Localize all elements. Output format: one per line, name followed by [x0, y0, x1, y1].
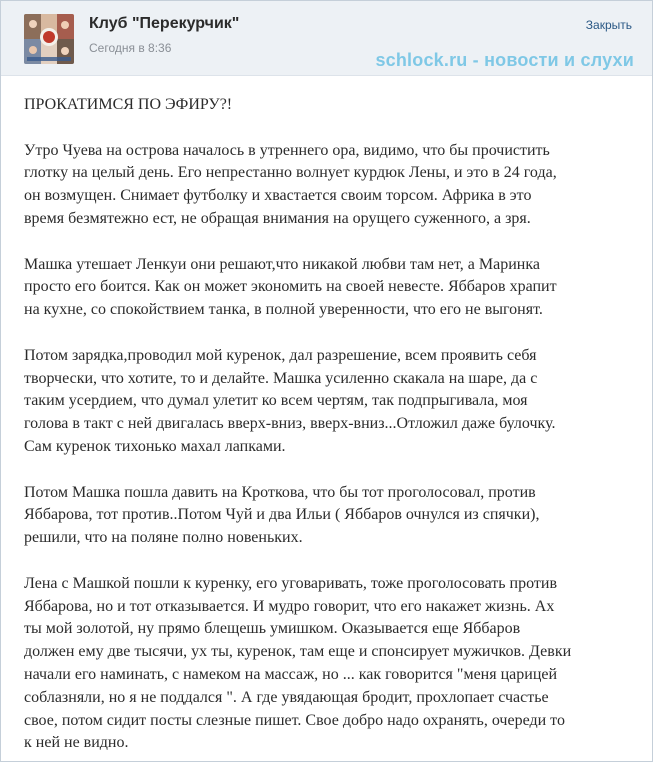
post-paragraph-2 — [24, 254, 632, 322]
post-paragraph-3 — [24, 345, 632, 459]
post-line: время безмятежно ест, не обращая внимания на орущего суженного, а зря. — [24, 209, 531, 227]
post-line: глотку на целый день. Его непрестанно волнует курдюк Лены, и это в 24 года, — [24, 164, 557, 182]
post-content — [24, 94, 632, 762]
post-line: свое, потом сидит посты слезные пишет. Свое добро надо охранять, очереди то — [24, 711, 565, 729]
post-line: на кухне, со спокойствием танка, в полной уверенности, что его не выгонят. — [24, 301, 543, 319]
post-line: Потом Машка пошла давить на Кроткова, что бы тот проголосовал, против — [24, 483, 536, 501]
post-line: Яббарова, но и тот отказывается. И мудро говорит, что его накажет жизнь. Ах — [24, 597, 555, 615]
club-name-link[interactable]: Клуб "Перекурчик" — [89, 15, 240, 32]
post-line: решили, что на поляне полно новеньких. — [24, 529, 303, 547]
post-paragraph-4 — [24, 482, 632, 550]
post-timestamp: Сегодня в 8:36 — [89, 41, 172, 55]
post-line: голова в такт с ней двигалась вверх-вниз, вверх-вниз...Отложил даже булочку. — [24, 415, 556, 433]
post-line: он возмущен. Снимает футболку и хвастается своим торсом. Африка в это — [24, 187, 532, 205]
post-paragraph-1 — [24, 140, 632, 231]
club-avatar[interactable] — [24, 14, 74, 64]
post-line: просто его боится. Как он может экономить на своей невесте. Яббаров храпит — [24, 278, 557, 296]
post-line: творчески, что хотите, то и делайте. Машка усиленно скакала на шаре, да с — [24, 369, 538, 387]
post-line: Сам куренок тихонько махал лапками. — [24, 437, 286, 455]
post-line: начали его наминать, с намеком на массаж, но ... как говорится "меня царицей — [24, 665, 558, 683]
post-line: ты мой золотой, ну прямо блещешь умишком. Оказывается еще Яббаров — [24, 620, 521, 638]
post-line: соблазняли, но я не поддался ". А где увядающая бродит, прохлопает счастье — [24, 688, 549, 706]
post-line: таким усердием, что думал улетит ко всем чертям, так подпрыгивала, моя — [24, 392, 528, 410]
post-title: ПРОКАТИМСЯ ПО ЭФИРУ?! — [24, 96, 233, 113]
post-line: Утро Чуева на острова началось в утреннего ора, видимо, что бы прочистить — [24, 141, 550, 159]
post-header — [1, 1, 652, 76]
post-line: к ней не видно. — [24, 734, 129, 752]
avatar-collage-image — [24, 14, 74, 64]
close-link[interactable]: Закрыть — [585, 18, 632, 32]
post-line: Лена с Машкой пошли к куренку, его уговаривать, тоже проголосовать против — [24, 574, 558, 592]
post-line: Потом зарядка,проводил мой куренок, дал разрешение, всем проявить себя — [24, 346, 537, 364]
post-line: должен ему две тысячи, ух ты, куренок, там еще и спонсирует мужичков. Девки — [24, 643, 572, 661]
site-watermark: schlock.ru - новости и слухи — [375, 50, 634, 70]
post-line: Машка утешает Ленкуи они решают,что никакой любви там нет, а Маринка — [24, 255, 540, 273]
post-paragraph-5 — [24, 573, 632, 755]
post-line: Яббарова, тот против..Потом Чуй и два Ильи ( Яббаров очнулся из спячки), — [24, 506, 540, 524]
